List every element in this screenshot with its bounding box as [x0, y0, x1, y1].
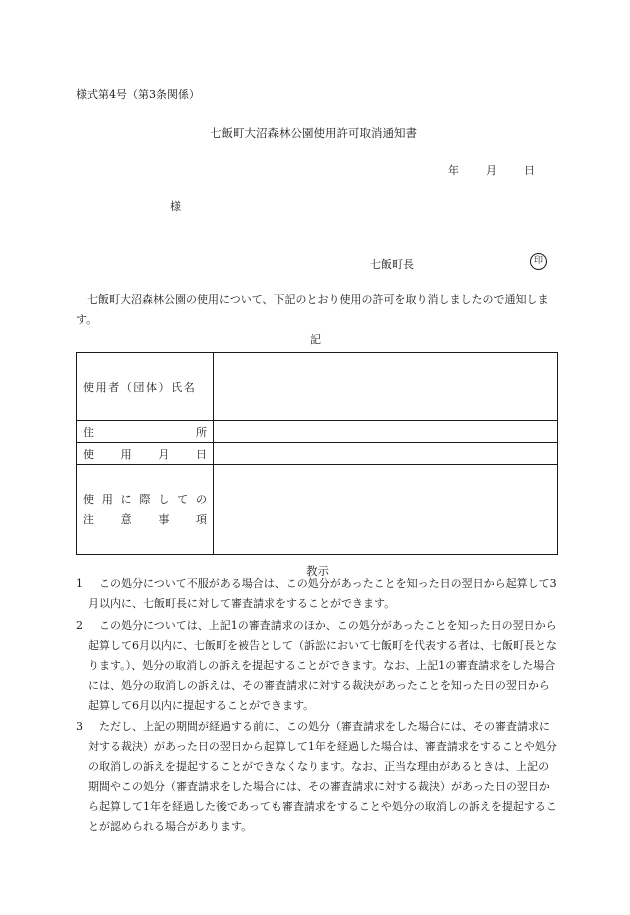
day-label: 日	[524, 164, 535, 177]
sender-name: 七飯町長	[370, 258, 414, 271]
notes-label-char: 際	[139, 492, 151, 506]
notes-label	[77, 465, 214, 555]
seal-mark: 印	[530, 253, 547, 270]
instruction-text: ただし、上記の期間が経過する前に、この処分（審査請求をした場合には、その審査請求に対する裁決）があった日の翌日から起算して1年を経過した場合は、審査請求をすることや処分の取消しの訴えを提起することができなくなります。なお、正当な理由があるときは、上記の期間やこの処分（審査請求をした場合には、その審査請求に対する裁決）があった日の翌日から起算して1年を経過した後であっても審査請求をすることや処分の取消しの訴えを提起することが認められる場合があります。	[88, 720, 557, 833]
instruction-number: 2	[76, 619, 83, 632]
year-label: 年	[448, 164, 459, 177]
table-row-address	[77, 421, 558, 443]
recipient-suffix: 様	[170, 200, 181, 213]
notes-label-char: し	[158, 492, 170, 506]
notes-label-char: 使	[83, 492, 94, 506]
user-name-cell	[214, 353, 558, 421]
usage-date-label-char: 使	[83, 447, 94, 461]
address-label-char: 所	[196, 425, 207, 439]
table-row-usage-date	[77, 443, 558, 465]
instruction-title: 教示	[306, 564, 329, 578]
notes-label-char: 用	[101, 492, 113, 506]
notes-label-char: 注	[83, 512, 94, 526]
notes-label-char: 項	[195, 512, 207, 526]
instruction-item	[76, 717, 560, 837]
notes-label-char: 意	[120, 512, 132, 526]
notes-label-char: 事	[158, 512, 170, 526]
address-cell	[214, 421, 558, 443]
usage-date-label-char: 用	[120, 447, 132, 461]
notes-cell	[214, 465, 558, 555]
usage-date-label-char: 日	[195, 447, 207, 461]
notes-label-char: の	[195, 492, 207, 506]
user-name-label-text: 使用者（団体）氏名	[83, 380, 197, 394]
address-label-char: 住	[83, 425, 94, 439]
instruction-item	[76, 616, 560, 716]
month-label: 月	[486, 164, 497, 177]
notes-label-char: に	[120, 492, 132, 506]
instruction-number: 1	[76, 577, 83, 590]
info-table	[76, 352, 558, 555]
address-label	[77, 421, 214, 443]
document-title: 七飯町大沼森林公園使用許可取消通知書	[210, 126, 417, 140]
instruction-item	[76, 574, 560, 614]
date-line	[448, 162, 535, 178]
form-number: 様式第4号（第3条関係）	[76, 88, 200, 101]
user-name-label	[77, 353, 214, 421]
usage-date-cell	[214, 443, 558, 465]
table-row-user-name	[77, 353, 558, 421]
notes-label-char: て	[177, 492, 189, 506]
usage-date-label-char: 月	[158, 447, 170, 461]
body-text: 七飯町大沼森林公園の使用について、下記のとおり使用の許可を取り消しましたので通知します。	[76, 293, 549, 326]
instruction-text: この処分については、上記1の審査請求のほか、この処分があったことを知った日の翌日から起算して6月以内に、七飯町を被告として（訴訟において七飯町を代表する者は、七飯町長となります。）、処分の取消しの訴えを提起することができます。なお、上記1の審査請求をした場合には、処分の取消しの訴えは、その審査請求に対する裁決があったことを知った日の翌日から起算して6月以内に提起することができます。	[88, 619, 557, 712]
instruction-text: この処分について不服がある場合は、この処分があったことを知った日の翌日から起算して3月以内に、七飯町長に対して審査請求をすることができます。	[88, 577, 557, 610]
table-row-notes	[77, 465, 558, 555]
instruction-number: 3	[76, 720, 83, 733]
usage-date-label	[77, 443, 214, 465]
ki-heading: 記	[310, 333, 321, 346]
